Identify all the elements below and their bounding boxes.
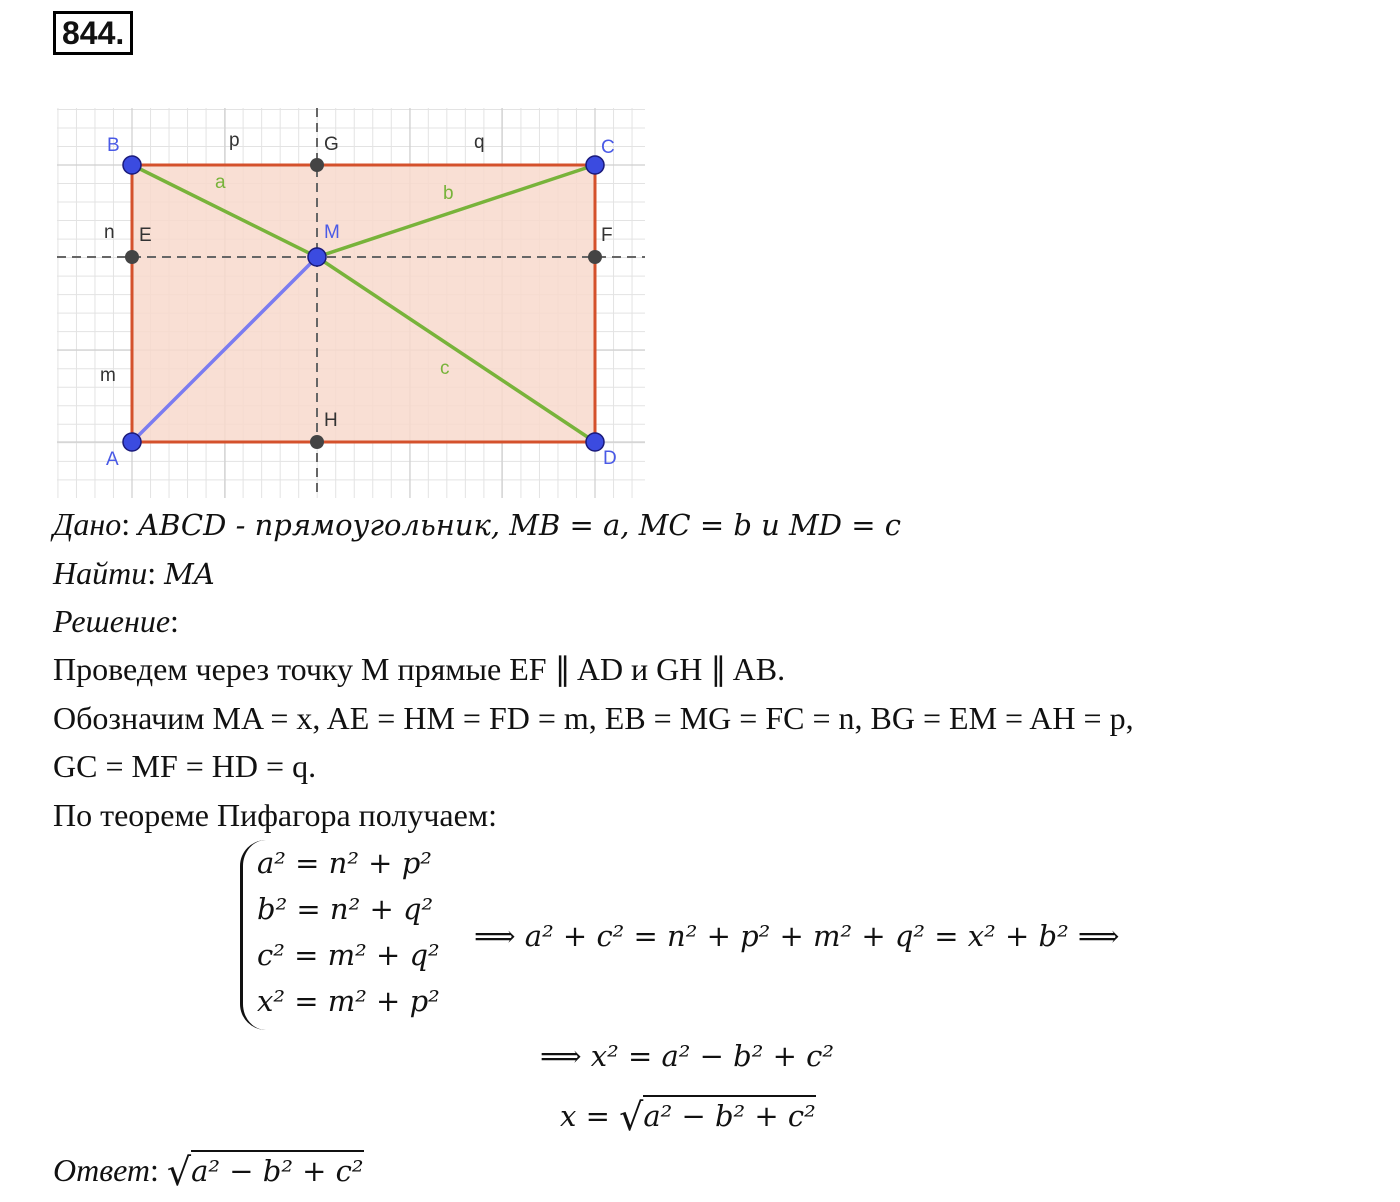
label-seg-a: a (215, 172, 226, 193)
answer-under-root: a² − b² + c² (191, 1150, 363, 1188)
point-b (123, 156, 141, 174)
find-value: MA (164, 557, 215, 591)
radical-sign: √ (619, 1095, 644, 1139)
given-label: Дано (53, 506, 122, 542)
point-e (125, 250, 139, 264)
label-b: B (107, 135, 120, 156)
label-seg-b: b (443, 183, 454, 204)
implication-line: ⟹ a² + c² = n² + p² + m² + q² = x² + b² ⟹ (474, 919, 1120, 953)
solution-colon: : (170, 603, 179, 639)
answer-sqrt (167, 1151, 364, 1192)
solution-heading (53, 601, 179, 641)
label-d: D (603, 448, 617, 469)
answer-line (53, 1150, 364, 1192)
answer-colon: : (150, 1152, 167, 1188)
geometry-figure (57, 108, 645, 498)
find-label: Найти (53, 555, 148, 591)
problem-number: 844. (53, 11, 133, 55)
equation-system (240, 840, 440, 1030)
system-eq-1: a² = n² + p² (257, 846, 432, 880)
label-m-seg: m (100, 365, 116, 386)
point-m (308, 248, 326, 266)
label-a: A (106, 449, 119, 470)
label-c: C (601, 137, 615, 158)
point-f (588, 250, 602, 264)
given-line (53, 504, 901, 545)
solution-label: Решение (53, 603, 171, 639)
given-colon: : (121, 506, 139, 542)
text-line-1: Проведем через точку M прямые EF ∥ AD и GH ∥ AB. (53, 651, 786, 687)
given-statement: ABCD - прямоугольник, MB = a, MC = b и MD = c (138, 508, 901, 542)
text-line-4: По теореме Пифагора получаем: (53, 797, 497, 833)
find-colon: : (147, 555, 165, 591)
system-eq-2: b² = n² + q² (257, 892, 434, 926)
point-c (586, 156, 604, 174)
text-line-3: GC = MF = HD = q. (53, 748, 317, 784)
label-p: p (229, 130, 240, 151)
label-seg-c: c (440, 358, 450, 379)
result-under-root: a² − b² + c² (643, 1095, 815, 1133)
result-line: ⟹ x² = a² − b² + c² (540, 1039, 834, 1073)
point-g (310, 158, 324, 172)
label-h: H (324, 410, 338, 431)
text-line-2: Обозначим MA = x, AE = HM = FD = m, EB = MG = FC = n, BG = EM = AH = p, (53, 700, 1134, 736)
answer-radical-sign: √ (166, 1150, 192, 1194)
label-n: n (104, 222, 115, 243)
point-a (123, 433, 141, 451)
point-d (586, 433, 604, 451)
answer-label: Ответ (53, 1152, 150, 1188)
point-h (310, 435, 324, 449)
label-m: M (324, 222, 340, 243)
system-eq-3: c² = m² + q² (257, 938, 440, 972)
result-root-line (560, 1096, 816, 1137)
rectangle-fill (132, 165, 595, 442)
label-q: q (474, 132, 485, 153)
label-e: E (139, 225, 152, 246)
system-eq-4: x² = m² + p² (257, 984, 440, 1018)
label-f: F (601, 225, 613, 246)
result-x: x = (560, 1099, 620, 1133)
result-sqrt (619, 1096, 816, 1137)
find-line (53, 553, 215, 594)
label-g: G (324, 134, 339, 155)
